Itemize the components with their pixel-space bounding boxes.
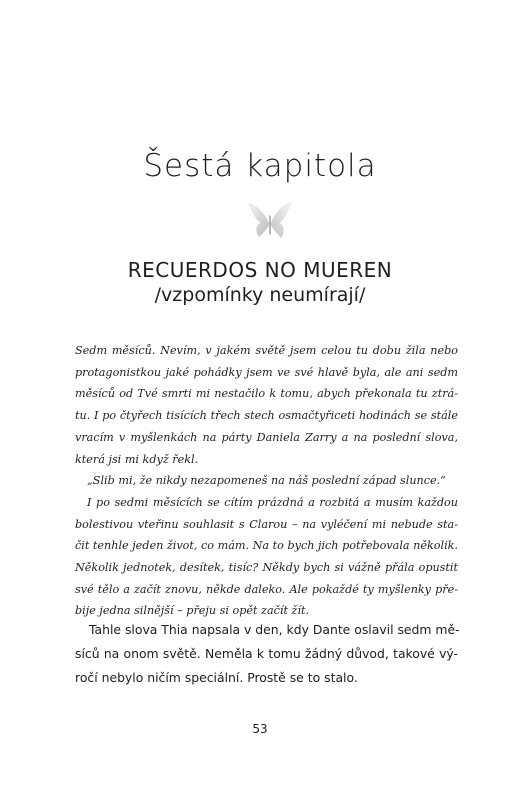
letter-line: čit tenhle jeden život, co mám. Na to bych jich potřebovala několik.	[75, 539, 458, 553]
letter-line: která jsi mi když řekl.	[75, 452, 199, 466]
body-line: síců na onom světě. Neměla k tomu žádný důvod, takové vý-	[75, 646, 458, 661]
letter-line: bolestivou vteřinu souhlasit s Clarou – na vyléčení mi nebude sta-	[75, 517, 458, 531]
letter-line: Sedm měsíců. Nevím, v jakém světě jsem celou tu dobu žila nebo	[75, 344, 458, 357]
letter-line: měsíců od Tvé smrti mi nestačilo k tomu, abych překonala tu ztrá-	[75, 387, 458, 401]
letter-line: tu. I po čtyřech tisících třech stech osmačtyřiceti hodinách se stále	[75, 409, 458, 423]
chapter-title: Šestá kapitola	[143, 148, 377, 184]
body-line: Tahle slova Thia napsala v den, kdy Dante oslavil sedm mě-	[89, 622, 460, 637]
letter-line: I po sedmi měsících se cítím prázdná a rozbitá a musím každou	[87, 495, 458, 509]
butterfly-icon	[247, 201, 293, 243]
body-line: ročí nebylo ničím speciální. Prostě se to stalo.	[75, 670, 358, 685]
letter-line: své tělo a začít znovu, někde daleko. Ale pokaždé ty myšlenky pře-	[75, 582, 458, 596]
section-subtitle: /vzpomínky neumírají/	[154, 284, 366, 306]
letter-passage	[75, 340, 458, 622]
letter-line: protagonistkou jaké pohádky jsem ve své hlavě byla, ale ani sedm	[75, 365, 458, 379]
letter-quote-line: „Slib mi, že nikdy nezapomeneš na náš poslední západ slunce.“	[87, 474, 446, 488]
letter-line: Několik jednotek, desítek, tisíc? Někdy bych si vážně přála opustit	[75, 561, 458, 575]
section-title: RECUERDOS NO MUEREN	[127, 258, 393, 282]
letter-line: bije jedna silnější – přeju si opět začít žít.	[75, 604, 310, 618]
letter-line: vracím v myšlenkách na párty Daniela Zarry a na poslední slova,	[75, 430, 458, 444]
body-paragraph	[75, 618, 458, 690]
page-number: 53	[252, 722, 268, 736]
